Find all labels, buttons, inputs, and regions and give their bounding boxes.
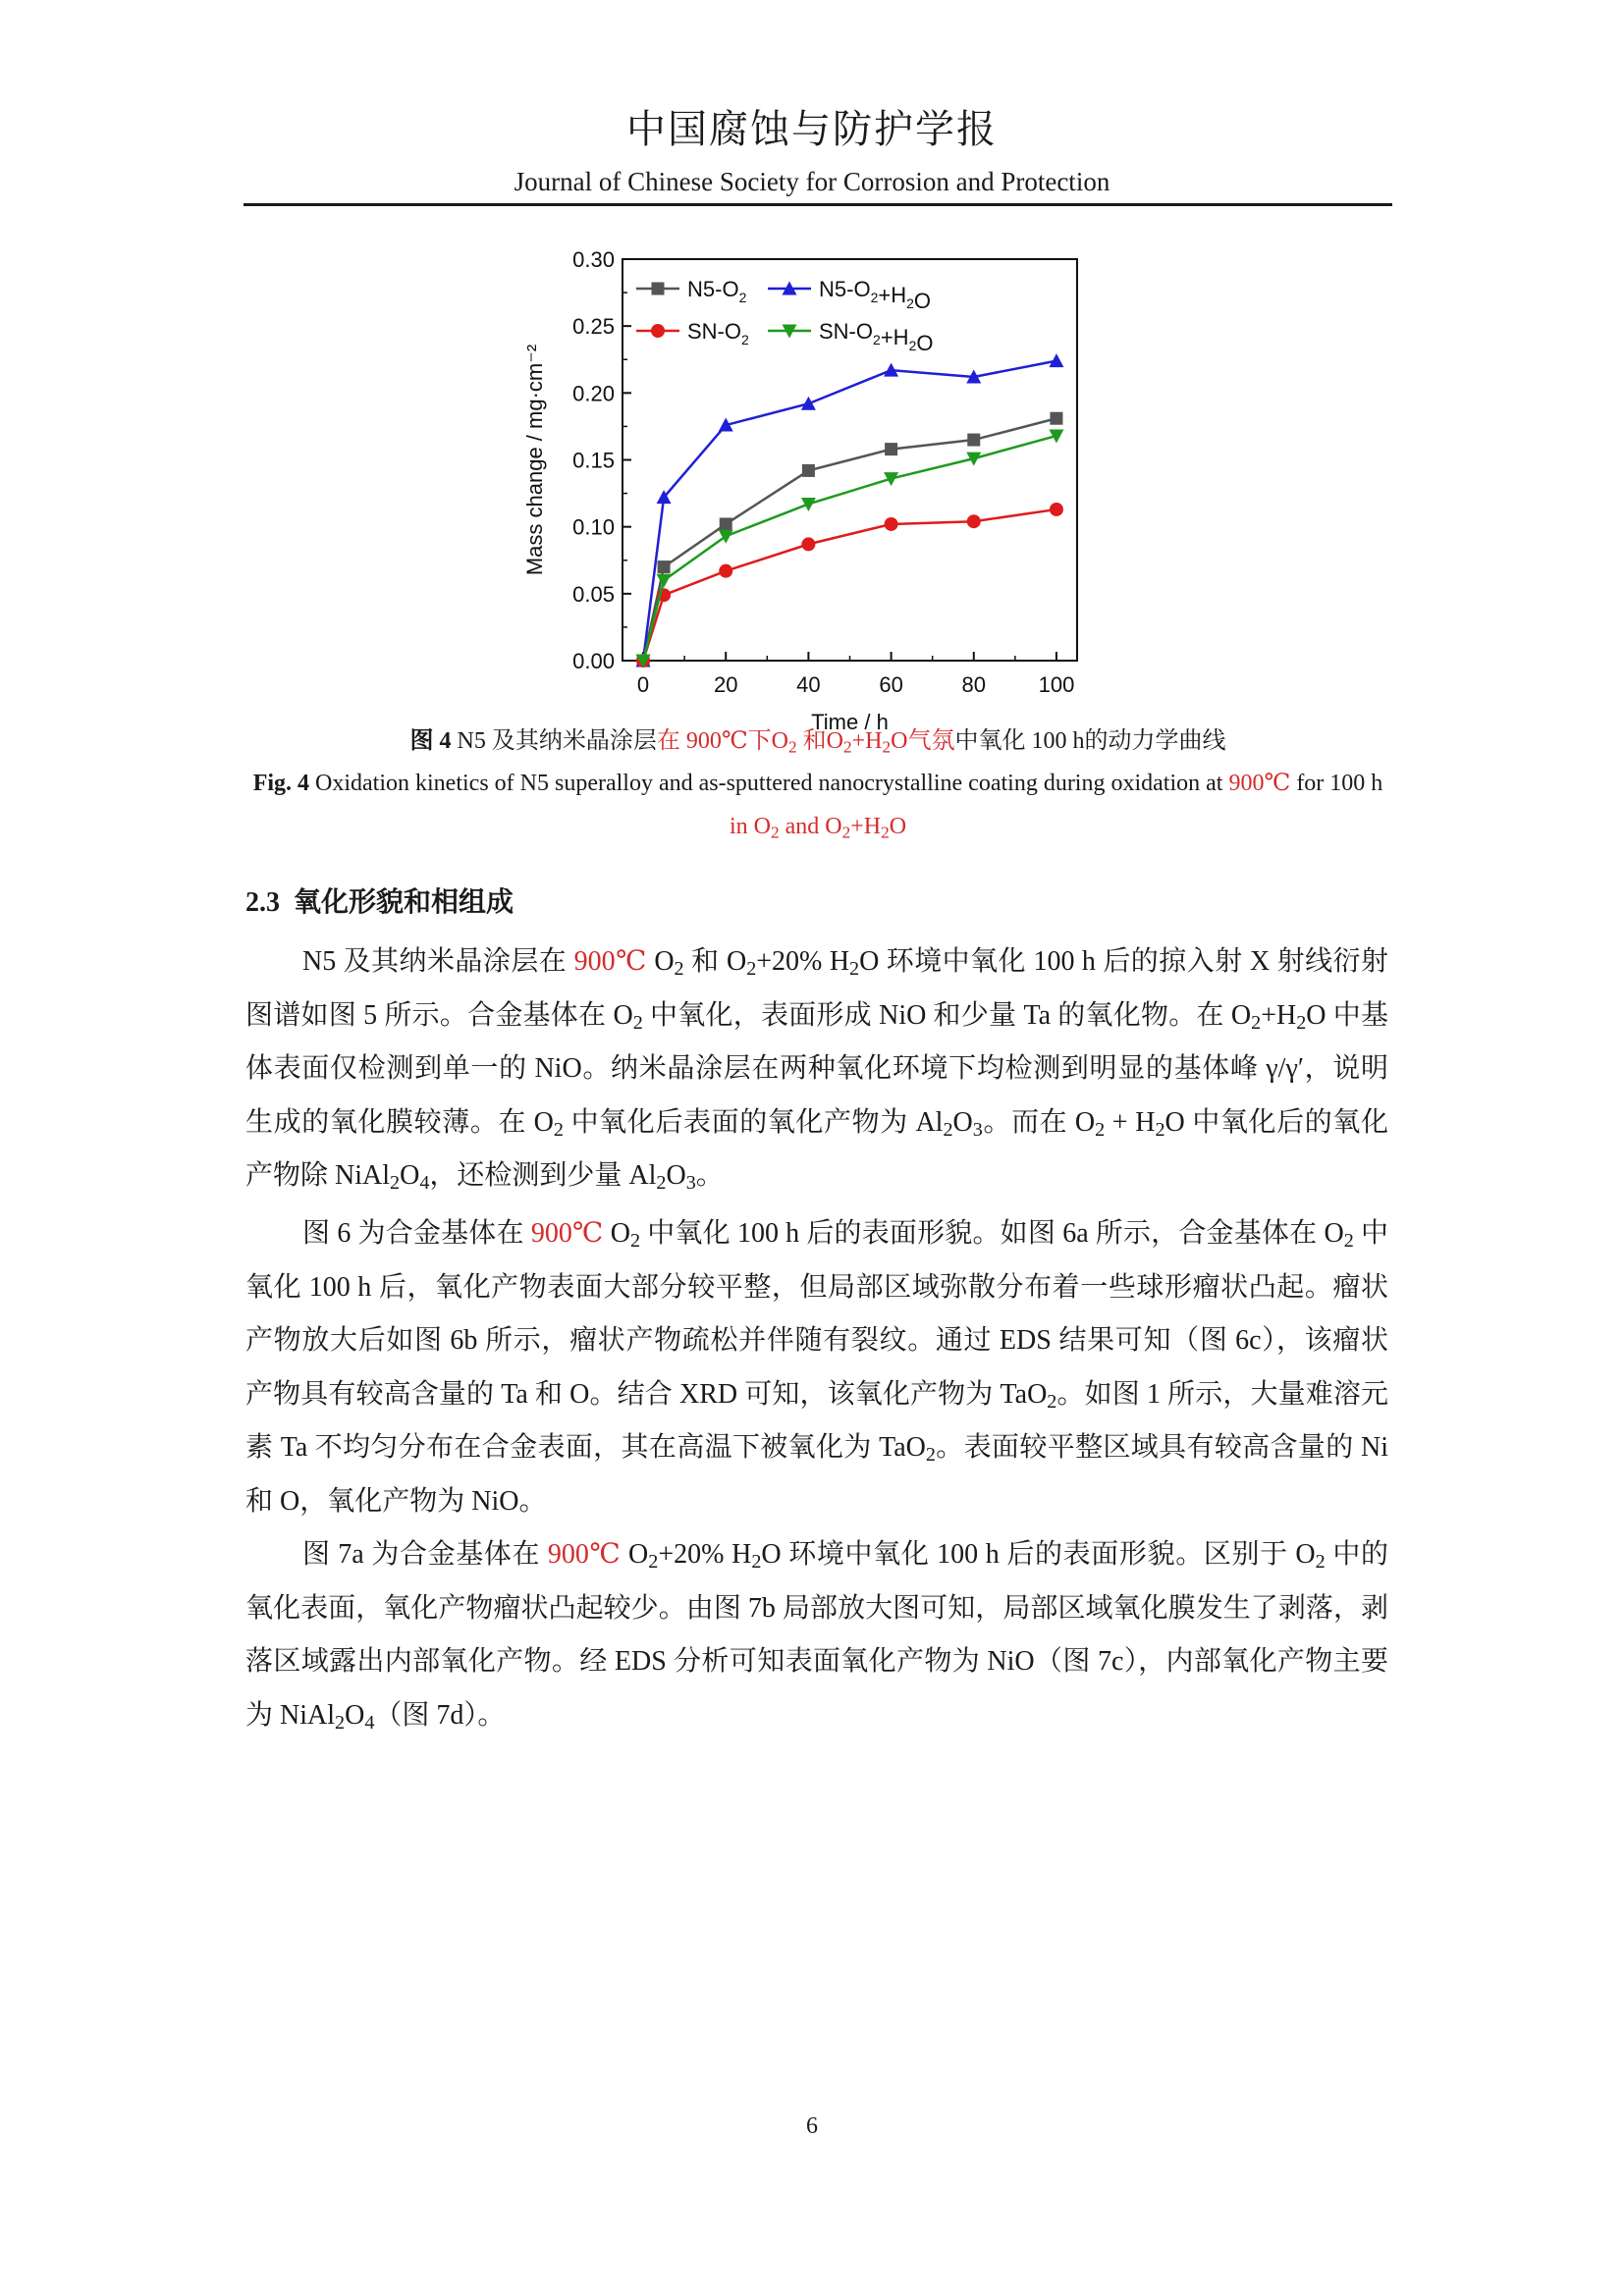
series-sn-o2-h2o xyxy=(636,429,1064,667)
legend-label: $SN-O_2$ xyxy=(687,319,749,347)
caption-en-condition: in $O_2$ and $O_2+H_2O$ xyxy=(729,814,907,842)
paragraph-1: N5 及其纳米晶涂层在 900℃ $O_2$ 和 $O_2+20\%$ $H_2O$ 环境中氧化 100 h 后的掠入射 X 射线衍射图谱如图 5 所示。合金基体在 $O_2$ 中氧化，表面形成 NiO 和少量 Ta 的氧化物。在 $O_2+H_2O$ 中基体表面仅检测到单一的 NiO。纳米晶涂层在两种氧化环境下均检测到明显的基体峰 γ/γ′，说明生成的氧化膜较薄。在 $O_2$ 中氧化后表面的氧化产物为 $Al_2O_3$。而在 $O_2 + H_2O$ 中氧化后的氧化产物除 $NiAl_2O_4$，还检测到少量 $Al_2O_3$。 xyxy=(245,946,1388,1195)
paragraph-3: 图 7a 为合金基体在 900℃ $O_2+20\%$ $H_2O$ 环境中氧化 100 h 后的表面形貌。区别于 $O_2$ 中的氧化表面，氧化产物瘤状凸起较少。由图 7b 局部放大图可知，局部区域氧化膜发生了剥落，剥落区域露出内部氧化产物。经 EDS 分析可知表面氧化产物为 NiO（图 7c），内部氧化产物主要为 $NiAl_2O_4$（图 7d）。 xyxy=(245,1539,1388,1734)
x-tick-label: 80 xyxy=(961,672,987,697)
page-number: 6 xyxy=(806,2113,818,2139)
legend-marker xyxy=(651,324,665,338)
data-point xyxy=(1050,412,1062,425)
data-point xyxy=(719,564,732,578)
data-point xyxy=(1049,353,1063,367)
caption-cn-text-end: 中氧化 100 h的动力学曲线 xyxy=(954,728,1226,754)
legend-marker xyxy=(652,283,665,295)
legend-label: $N5-O_2+H_2O$ xyxy=(819,277,932,313)
y-tick-label: 0.20 xyxy=(572,381,615,406)
y-tick-label: 0.05 xyxy=(572,581,615,607)
oxidation-kinetics-chart xyxy=(511,245,1119,734)
data-point xyxy=(719,530,733,544)
legend-entry xyxy=(636,277,747,305)
figure-caption-cn xyxy=(244,720,1392,763)
x-tick-label: 40 xyxy=(796,672,821,697)
caption-cn-text: N5 及其纳米晶涂层 xyxy=(451,728,657,754)
x-tick-label: 60 xyxy=(879,672,903,697)
series-n5-o2-h2o xyxy=(636,353,1064,667)
figure-caption-en: Fig. 4 Oxidation kinetics of N5 superalloy and as-sputtered nanocrystalline coating during oxidation at 900℃ for 100 h in $O_2$ and $O_2+H_2O$ xyxy=(252,771,1383,842)
data-point xyxy=(885,443,897,455)
journal-title-cn: 中国腐蚀与防护学报 xyxy=(626,107,998,151)
y-tick-label: 0.30 xyxy=(572,247,615,272)
data-point xyxy=(967,434,980,447)
series-n5-o2 xyxy=(637,412,1063,667)
data-point xyxy=(967,514,981,528)
y-tick-label: 0.15 xyxy=(572,448,615,473)
series-line xyxy=(643,509,1056,661)
section-heading: 2.3 氧化形貌和相组成 xyxy=(245,887,514,918)
data-point xyxy=(720,517,732,530)
series-line xyxy=(643,418,1056,661)
caption-cn-label: 图 4 xyxy=(409,728,452,754)
legend-entry xyxy=(768,319,933,355)
x-axis-label: Time / h xyxy=(811,710,889,734)
x-tick-label: 20 xyxy=(713,672,738,697)
data-point xyxy=(801,397,816,410)
legend-label: $N5-O_2$ xyxy=(687,277,747,305)
caption-cn-condition: 在 900℃下$O_2$ 和$O_2+H_2O$气氛 xyxy=(656,728,955,757)
series-line xyxy=(643,361,1056,661)
data-point xyxy=(802,464,815,477)
legend-entry xyxy=(768,277,931,313)
journal-title-en: Journal of Chinese Society for Corrosion and Protection xyxy=(514,167,1110,196)
paragraph-2: 图 6 为合金基体在 900℃ $O_2$ 中氧化 100 h 后的表面形貌。如图 6a 所示，合金基体在 $O_2$ 中氧化 100 h 后，氧化产物表面大部分较平整，但局部区域弥散分布着一些球形瘤状凸起。瘤状产物放大后如图 6b 所示，瘤状产物疏松并伴随有裂纹。通过 EDS 结果可知（图 6c），该瘤状产物具有较高含量的 Ta 和 O。结合 XRD 可知，该氧化产物为 TaO$_2$。如图 1 所示，大量难溶元素 Ta 不均匀分布在合金表面，其在高温下被氧化为 TaO$_2$。表面较平整区域具有较高含量的 Ni 和 O，氧化产物为 NiO。 xyxy=(245,1218,1388,1517)
y-tick-label: 0.10 xyxy=(572,514,615,540)
data-point xyxy=(1050,503,1063,516)
caption-en-label: Fig. 4 xyxy=(252,771,310,796)
data-point xyxy=(801,498,816,511)
series-line xyxy=(643,436,1056,661)
header-divider xyxy=(244,203,1392,206)
legend-entry xyxy=(636,319,749,347)
data-point xyxy=(885,517,898,531)
x-tick-label: 100 xyxy=(1038,672,1075,697)
data-point xyxy=(658,561,671,573)
y-tick-label: 0.00 xyxy=(572,649,615,673)
legend-label: $SN-O_2+H_2O$ xyxy=(819,319,934,355)
data-point xyxy=(801,537,815,551)
y-tick-label: 0.25 xyxy=(572,314,615,340)
series-sn-o2 xyxy=(636,503,1063,667)
y-axis-label: Mass change / mg·cm⁻² xyxy=(522,344,547,576)
x-tick-label: 0 xyxy=(636,672,650,697)
